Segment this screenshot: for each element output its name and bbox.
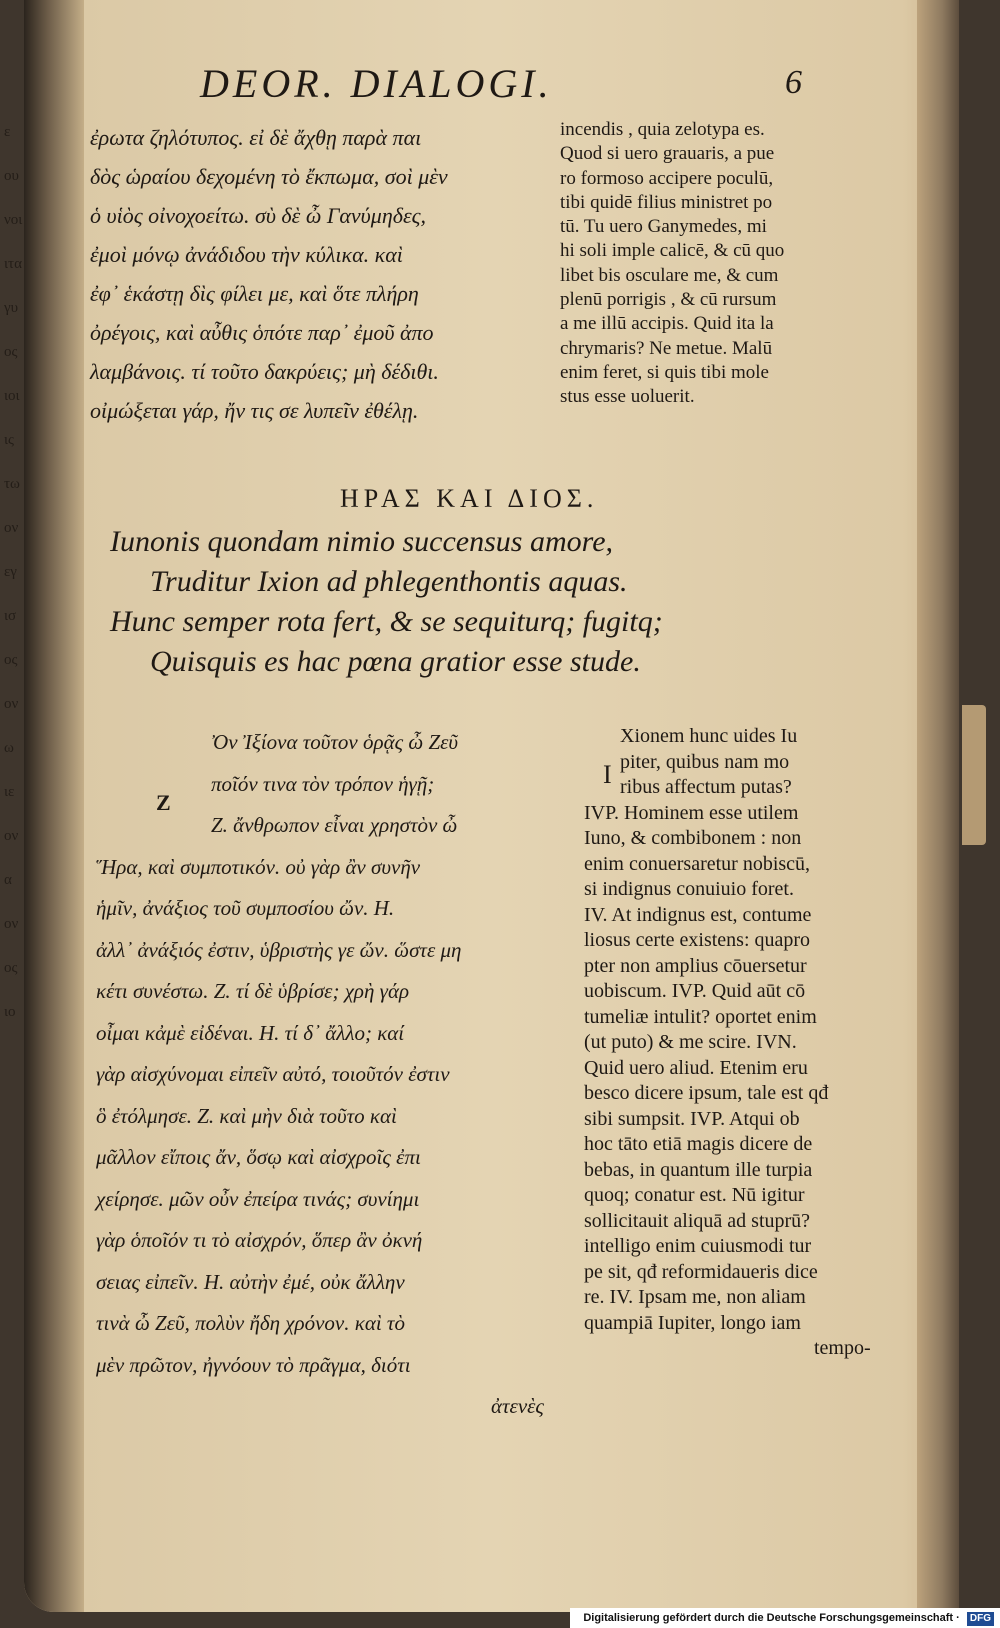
greek-line: ἀτενὲς: [491, 1394, 544, 1418]
latin-line: pe sit, qđ reformidaueris dice: [584, 1260, 818, 1283]
speaker-initial-greek: Ζ: [156, 790, 171, 815]
latin-line: quoq; conatur est. Nū igitur: [584, 1184, 805, 1206]
greek-line: μᾶλλον εἴποις ἄν, ὅσῳ καὶ αἰσχροῖς ἐπι: [96, 1145, 421, 1169]
section-heading: ΗΡΑΣ ΚΑΙ ΔΙΟΣ.: [340, 484, 599, 513]
latin-line: bebas, in quantum ille turpia: [584, 1158, 813, 1181]
latin-line: quampiā Iupiter, longo iam: [584, 1311, 801, 1334]
margin-fragment: ιο: [4, 1004, 16, 1020]
latin-line: ribus affectum putas?: [620, 776, 792, 798]
margin-fragment: νοι: [4, 212, 23, 228]
margin-fragment: ος: [4, 344, 18, 360]
latin-line: Quid uero aliud. Etenim eru: [584, 1056, 808, 1079]
latin-line: piter, quibus nam mo: [620, 750, 790, 773]
margin-fragment: ισ: [4, 608, 17, 624]
greek-line: Ἥρα, καὶ συμποτικόν. οὐ γὰρ ἂν συνῆν: [96, 854, 421, 879]
greek-line: σειας εἰπεῖν. Η. αὐτὴν ἐμέ, οὐκ ἄλλην: [96, 1269, 405, 1294]
margin-fragment: ιε: [4, 784, 15, 800]
latin-line: hoc tāto etiā magis dicere de: [584, 1133, 813, 1155]
epigram-verse: [110, 522, 870, 682]
margin-fragment: ος: [4, 652, 18, 668]
latin-line: tempo-: [814, 1337, 871, 1359]
margin-fragment: ου: [4, 168, 19, 184]
page-tab: [962, 705, 986, 845]
latin-line: tibi quidē filius ministret po: [560, 191, 773, 213]
verse-line: Quisquis es hac pœna gratior esse stude.: [150, 645, 641, 678]
greek-line: δὸς ὡραίου δεχομένη τὸ ἔκπωμα, σοὶ μὲν: [90, 164, 448, 189]
greek-line: ὀρέγοις, καὶ αὖθις ὁπότε παρ᾽ ἐμοῦ ἀπο: [90, 320, 434, 345]
margin-fragment: γυ: [4, 300, 19, 316]
latin-line: si indignus conuiuio foret.: [584, 878, 794, 900]
greek-line: χείρησε. μῶν οὖν ἐπείρα τινάς; συνίημι: [96, 1186, 420, 1211]
greek-line: ὁ υἱὸς οἰνοχοείτω. σὺ δὲ ὦ Γανύμηδες,: [90, 203, 427, 228]
latin-line: Iuno, & combibonem : non: [584, 827, 802, 849]
greek-line: μὲν πρῶτον, ἠγνόουν τὸ πρᾶγμα, διότι: [96, 1352, 411, 1377]
latin-line: a me illū accipis. Quid ita la: [560, 313, 774, 335]
latin-line: Xionem hunc uides Iu: [620, 725, 798, 747]
latin-line: enim feret, si quis tibi mole: [560, 361, 769, 383]
latin-text-block-2: [584, 724, 874, 1362]
drop-initial-latin: I: [603, 760, 612, 789]
greek-line: γὰρ ὁποῖόν τι τὸ αἰσχρόν, ὅπερ ἂν ὀκνή: [96, 1228, 423, 1252]
greek-line: ἡμῖν, ἀνάξιος τοῦ συμποσίου ὤν. Η.: [96, 896, 395, 920]
greek-line: ὃ ἐτόλμησε. Ζ. καὶ μὴν διὰ τοῦτο καὶ: [96, 1103, 397, 1128]
greek-line: ἀλλ᾽ ἀνάξιός ἐστιν, ὑβριστὴς γε ὤν. ὥστε μη: [96, 937, 462, 962]
margin-fragment: α: [4, 872, 12, 888]
greek-text-block-1: [90, 118, 525, 430]
latin-line: chrymaris? Ne metue. Malū: [560, 337, 773, 359]
latin-line: libet bis osculare me, & cum: [560, 264, 779, 286]
digitization-footer: [570, 1608, 1000, 1628]
greek-line: Ζ. ἄνθρωπον εἶναι χρηστὸν ὦ: [211, 813, 458, 837]
dfg-logo: DFG: [967, 1612, 994, 1626]
margin-fragment: τω: [4, 476, 20, 492]
latin-line: besco dicere ipsum, tale est qđ: [584, 1082, 829, 1104]
greek-text-block-2: [96, 722, 566, 1428]
greek-line: κέτι συνέστω. Ζ. τί δὲ ὑβρίσε; χρὴ γάρ: [96, 979, 410, 1003]
latin-line: liosus certe existens: quapro: [584, 929, 811, 951]
margin-fragment: εγ: [4, 564, 17, 580]
book-spine: [24, 0, 84, 1612]
margin-fragment: ον: [4, 828, 19, 844]
latin-text-block-1: [560, 118, 870, 410]
greek-line: ἐφ᾽ ἑκάστῃ δὶς φίλει με, καὶ ὅτε πλήρη: [90, 281, 419, 306]
greek-line: ἐρωτα ζηλότυπος. εἰ δὲ ἄχθῃ παρὰ παι: [90, 125, 422, 150]
verse-line: Truditur Ixion ad phlegenthontis aquas.: [150, 565, 628, 598]
running-title: DEOR. DIALOGI.: [200, 61, 553, 106]
margin-fragment: ος: [4, 960, 18, 976]
greek-line: οἰμώξεται γάρ, ἤν τις σε λυπεῖν ἐθέλῃ.: [90, 398, 419, 423]
latin-line: intelligo enim cuiusmodi tur: [584, 1235, 812, 1257]
digitization-notice: Digitalisierung gefördert durch die Deutsche Forschungsgemeinschaft ·: [583, 1612, 960, 1624]
greek-line: ἐμοὶ μόνῳ ἀνάδιδου τὴν κύλικα. καὶ: [90, 242, 403, 267]
margin-fragment: ον: [4, 696, 19, 712]
latin-line: re. IV. Ipsam me, non aliam: [584, 1286, 806, 1308]
margin-fragment: ιοι: [4, 388, 20, 404]
page-edge: [917, 0, 959, 1620]
latin-line: sollicitauit aliquā ad stuprū?: [584, 1209, 811, 1232]
latin-line: tumeliæ intulit? oportet enim: [584, 1005, 817, 1028]
latin-line: sibi sumpsit. IVP. Atqui ob: [584, 1107, 800, 1130]
latin-line: tū. Tu uero Ganymedes, mi: [560, 216, 767, 238]
page-number: 6: [785, 64, 802, 101]
latin-line: pter non amplius cōuersetur: [584, 954, 807, 977]
latin-line: uobiscum. IVP. Quid aūt cō: [584, 980, 806, 1002]
latin-line: Quod si uero grauaris, a pue: [560, 143, 775, 165]
greek-line: λαμβάνοις. τί τοῦτο δακρύεις; μὴ δέδιθι.: [90, 359, 439, 384]
margin-fragment: ιτα: [4, 256, 22, 272]
latin-line: hi soli imple calicē, & cū quo: [560, 240, 785, 262]
latin-line: incendis , quia zelotypa es.: [560, 119, 765, 140]
latin-line: enim conuersaretur nobiscū,: [584, 852, 811, 875]
verse-line: Iunonis quondam nimio succensus amore,: [110, 525, 614, 558]
margin-fragment: ον: [4, 520, 19, 536]
margin-fragment: ω: [4, 740, 14, 756]
left-margin-fragments: [4, 110, 22, 1034]
latin-line: ro formoso accipere poculū,: [560, 167, 774, 189]
margin-fragment: ον: [4, 916, 19, 932]
margin-fragment: ε: [4, 124, 11, 140]
greek-line: Ὀν Ἰξίονα τοῦτον ὁρᾷς ὦ Ζεῦ: [211, 730, 459, 754]
greek-line: γὰρ αἰσχύνομαι εἰπεῖν αὐτό, τοιοῦτόν ἐστιν: [96, 1062, 450, 1086]
latin-line: stus esse uoluerit.: [560, 386, 695, 408]
latin-line: plenū porrigis , & cū rursum: [560, 289, 777, 311]
greek-line: οἶμαι κἀμὲ εἰδέναι. Η. τί δ᾽ ἄλλο; καί: [96, 1020, 405, 1045]
verse-line: Hunc semper rota fert, & se sequiturq; fugitq;: [110, 605, 663, 638]
latin-line: (ut puto) & me scire. IVN.: [584, 1031, 797, 1053]
greek-line: τινὰ ὦ Ζεῦ, πολὺν ἤδη χρόνον. καὶ τὸ: [96, 1311, 405, 1335]
latin-line: IVP. Hominem esse utilem: [584, 801, 799, 824]
greek-line: ποῖόν τινα τὸν τρόπον ἡγῇ;: [211, 771, 435, 796]
latin-line: IV. At indignus est, contume: [584, 903, 812, 926]
margin-fragment: ις: [4, 432, 14, 448]
